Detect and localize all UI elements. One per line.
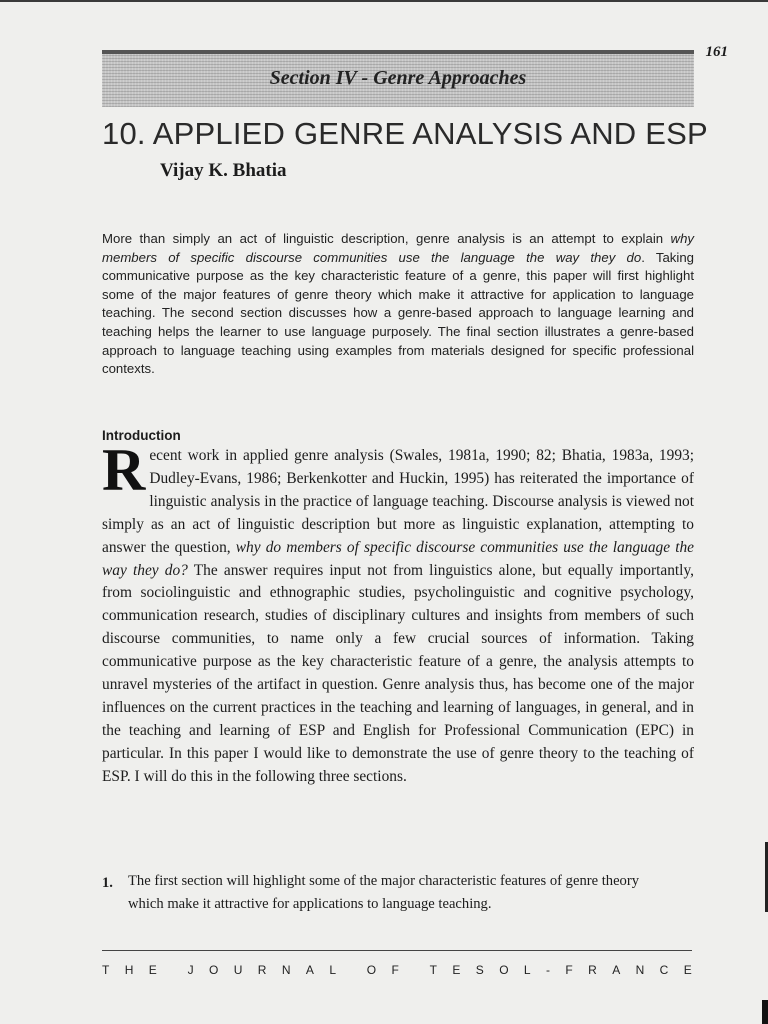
footer-letter: F [391, 963, 399, 977]
author-name: Vijay K. Bhatia [160, 160, 287, 181]
footer-letter: R [588, 963, 597, 977]
footer-divider [102, 950, 692, 951]
intro-text-1: ecent work in applied genre analysis (Swales, 1981a, 1990; 82; Bhatia, 1983a, 1993; Dudley-Evans, 1986; Berkenkotter and Huckin, 1995) has reiterated the importance of linguistic analysis in the practice of language teaching. Discourse analysis is viewed not simply as an act of linguistic description but more as linguistic explanation, attempting to answer the question, [102, 447, 694, 556]
footer-letter: S [475, 963, 484, 977]
section-banner [102, 50, 694, 107]
scan-edge-mark [762, 1000, 768, 1024]
footer-letter: N [635, 963, 645, 977]
drop-cap: R [102, 437, 146, 503]
footer-letter: J [187, 963, 194, 977]
footer-letter: A [612, 963, 621, 977]
list-item [102, 870, 662, 915]
abstract-paragraph [102, 230, 694, 379]
footer-letter: - [546, 963, 550, 977]
abstract-italic-text: why members of specific discourse communities use the language the way they do [102, 231, 694, 265]
footer-letter: E [683, 963, 692, 977]
footer-letter: H [124, 963, 134, 977]
top-border [0, 0, 768, 2]
footer-letter: O [366, 963, 377, 977]
journal-footer [102, 963, 692, 977]
intro-text-2: The answer requires input not from linguistics alone, but equally importantly, from sociolinguistic and ethnographic studies, psycholinguistic and cognitive psychology, communication research, studies of disciplinary cultures and insights from members of such discourse communities, to name only a few crucial sources of information. Taking communicative purpose as the key characteristic feature of a genre, the analysis attempts to unravel mysteries of the artifact in question. Genre analysis thus, has become one of the major influences on the current practices in the teaching and learning of languages, in general, and in the teaching and learning of ESP and English for Professional Communication (EPC) in particular. In this paper I would like to demonstrate the use of genre theory to the teaching of ESP. I will do this in the following three sections. [102, 561, 694, 785]
footer-letter: O [499, 963, 509, 977]
footer-letter: A [305, 963, 314, 977]
introduction-heading: Introduction [102, 428, 181, 443]
list-item-number: 1. [102, 875, 113, 891]
footer-letter: L [523, 963, 531, 977]
footer-letter: F [565, 963, 573, 977]
footer-letter: N [281, 963, 291, 977]
footer-letter: R [257, 963, 267, 977]
footer-letter: O [208, 963, 219, 977]
footer-letter: E [148, 963, 157, 977]
page-number: 161 [705, 44, 728, 60]
abstract-text-1: More than simply an act of linguistic description, genre analysis is an attempt to explain [102, 231, 671, 246]
footer-letter: U [233, 963, 243, 977]
intro-italic-question: why do members of specific discourse communities use the language the way they do? [102, 538, 694, 579]
footer-letter: C [659, 963, 669, 977]
footer-letter: E [452, 963, 461, 977]
footer-letter: T [429, 963, 437, 977]
footer-letter: L [329, 963, 336, 977]
footer-letter: T [102, 963, 110, 977]
introduction-paragraph [102, 437, 694, 789]
section-title: Section IV - Genre Approaches [269, 67, 527, 89]
chapter-title: 10. APPLIED GENRE ANALYSIS AND ESP [102, 116, 708, 151]
list-item-text: The first section will highlight some of the major characteristic features of genre theory which make it attractive for applications to language teaching. [128, 873, 640, 912]
abstract-text-2: . Taking communicative purpose as the key characteristic feature of a genre, this paper will first highlight some of the major features of genre theory which make it attractive for application to language teaching. The second section discusses how a genre-based approach to language learning and teaching helps the learner to use language purposely. The final section illustrates a genre-based approach to language teaching using examples from materials designed for specific professional contexts. [102, 249, 694, 377]
